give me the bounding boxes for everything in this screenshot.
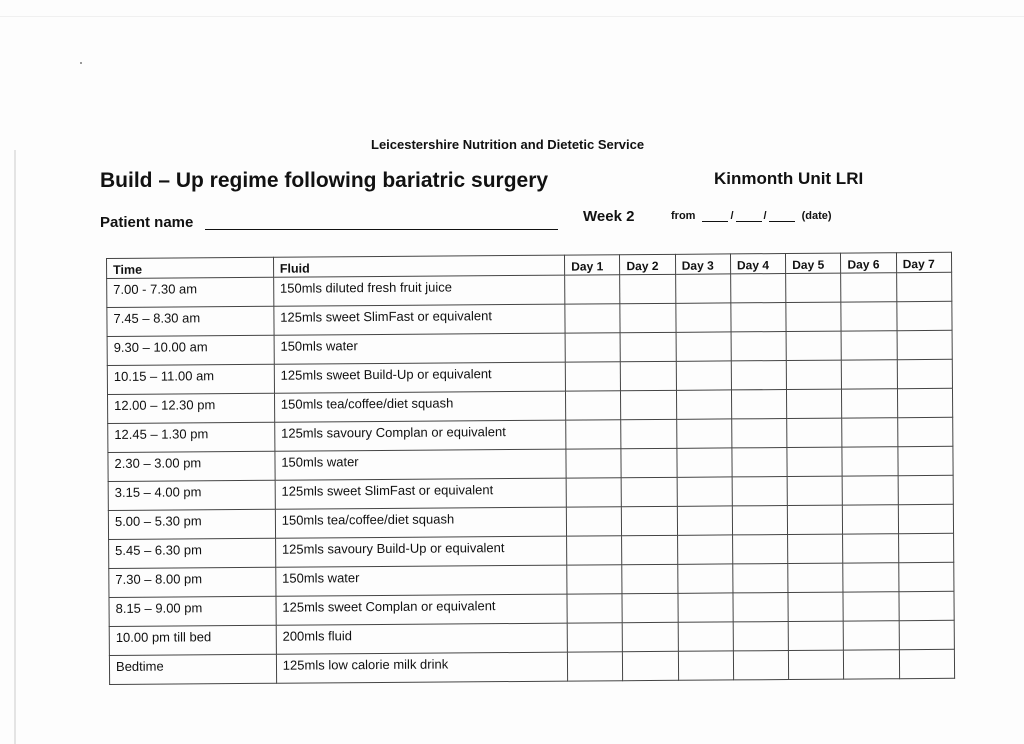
fluid-cell: 150mls water xyxy=(276,565,568,596)
date-separator: / xyxy=(763,210,767,222)
fluid-cell: 150mls tea/coffee/diet squash xyxy=(274,391,566,422)
day-checkbox-cell[interactable] xyxy=(843,505,898,534)
day-checkbox-cell[interactable] xyxy=(898,475,954,504)
day-checkbox-cell[interactable] xyxy=(678,622,733,651)
day-checkbox-cell[interactable] xyxy=(898,562,954,591)
day-checkbox-cell[interactable] xyxy=(731,390,786,419)
column-header-day: Day 1 xyxy=(565,255,620,275)
day-checkbox-cell[interactable] xyxy=(677,477,732,506)
time-cell: 8.15 – 9.00 pm xyxy=(109,596,276,626)
day-checkbox-cell[interactable] xyxy=(677,448,732,477)
day-checkbox-cell[interactable] xyxy=(897,359,953,388)
day-checkbox-cell[interactable] xyxy=(623,651,678,680)
day-checkbox-cell[interactable] xyxy=(733,593,788,622)
fluid-cell: 150mls water xyxy=(275,449,567,480)
day-checkbox-cell[interactable] xyxy=(841,331,896,360)
day-checkbox-cell[interactable] xyxy=(568,652,623,681)
day-checkbox-cell[interactable] xyxy=(731,332,786,361)
day-checkbox-cell[interactable] xyxy=(567,623,622,652)
day-checkbox-cell[interactable] xyxy=(786,360,841,389)
column-header-day: Day 3 xyxy=(675,254,730,274)
table-row xyxy=(109,649,954,684)
day-checkbox-cell[interactable] xyxy=(733,651,788,680)
day-checkbox-cell[interactable] xyxy=(732,506,787,535)
day-checkbox-cell[interactable] xyxy=(844,621,899,650)
day-checkbox-cell[interactable] xyxy=(566,507,621,536)
paper-fold-line xyxy=(0,16,1024,17)
column-header-day: Day 6 xyxy=(841,253,896,273)
time-cell: 5.45 – 6.30 pm xyxy=(109,538,276,568)
date-day-blank[interactable] xyxy=(702,212,728,222)
patient-name-field[interactable] xyxy=(205,229,558,230)
day-checkbox-cell[interactable] xyxy=(841,302,896,331)
day-checkbox-cell[interactable] xyxy=(787,476,842,505)
fluid-cell: 200mls fluid xyxy=(276,623,568,654)
day-checkbox-cell[interactable] xyxy=(731,361,786,390)
fluid-cell: 125mls sweet SlimFast or equivalent xyxy=(274,304,566,335)
week-label: Week 2 xyxy=(583,208,635,225)
document-title: Build – Up regime following bariatric surgery xyxy=(100,169,549,192)
day-checkbox-cell[interactable] xyxy=(621,390,676,419)
date-year-blank[interactable] xyxy=(769,212,795,222)
day-checkbox-cell[interactable] xyxy=(842,418,897,447)
day-checkbox-cell[interactable] xyxy=(620,274,675,303)
time-cell: 12.00 – 12.30 pm xyxy=(108,393,275,423)
day-checkbox-cell[interactable] xyxy=(622,535,677,564)
fluid-cell: 125mls savoury Complan or equivalent xyxy=(274,420,566,451)
day-checkbox-cell[interactable] xyxy=(843,476,898,505)
time-cell: 10.15 – 11.00 am xyxy=(107,364,274,394)
day-checkbox-cell[interactable] xyxy=(899,649,955,678)
fluid-cell: 150mls diluted fresh fruit juice xyxy=(273,275,565,306)
day-checkbox-cell[interactable] xyxy=(844,650,899,679)
column-header-day: Day 5 xyxy=(786,253,841,273)
day-checkbox-cell[interactable] xyxy=(731,274,786,303)
day-checkbox-cell[interactable] xyxy=(620,303,675,332)
date-range xyxy=(671,210,832,222)
day-checkbox-cell[interactable] xyxy=(622,593,677,622)
fluid-cell: 150mls water xyxy=(274,333,566,364)
from-label: from xyxy=(671,210,696,222)
day-checkbox-cell[interactable] xyxy=(843,563,898,592)
day-checkbox-cell[interactable] xyxy=(731,303,786,332)
patient-name-label: Patient name xyxy=(100,214,194,231)
column-header-fluid: Fluid xyxy=(273,255,565,277)
day-checkbox-cell[interactable] xyxy=(788,621,843,650)
day-checkbox-cell[interactable] xyxy=(567,565,622,594)
day-checkbox-cell[interactable] xyxy=(789,650,844,679)
day-checkbox-cell[interactable] xyxy=(787,505,842,534)
day-checkbox-cell[interactable] xyxy=(675,274,730,303)
time-cell: 7.00 - 7.30 am xyxy=(107,277,274,307)
regime-table xyxy=(106,252,955,685)
fluid-cell: 125mls sweet Complan or equivalent xyxy=(276,594,568,625)
day-checkbox-cell[interactable] xyxy=(623,622,678,651)
day-checkbox-cell[interactable] xyxy=(733,564,788,593)
fluid-cell: 125mls low calorie milk drink xyxy=(276,652,568,683)
fluid-cell: 150mls tea/coffee/diet squash xyxy=(275,507,567,538)
day-checkbox-cell[interactable] xyxy=(676,419,731,448)
day-checkbox-cell[interactable] xyxy=(565,362,620,391)
day-checkbox-cell[interactable] xyxy=(897,388,953,417)
day-checkbox-cell[interactable] xyxy=(841,273,896,302)
day-checkbox-cell[interactable] xyxy=(621,419,676,448)
day-checkbox-cell[interactable] xyxy=(787,418,842,447)
day-checkbox-cell[interactable] xyxy=(733,622,788,651)
day-checkbox-cell[interactable] xyxy=(566,420,621,449)
day-checkbox-cell[interactable] xyxy=(565,304,620,333)
day-checkbox-cell[interactable] xyxy=(566,391,621,420)
day-checkbox-cell[interactable] xyxy=(897,330,953,359)
day-checkbox-cell[interactable] xyxy=(565,333,620,362)
column-header-day: Day 7 xyxy=(896,252,951,272)
day-checkbox-cell[interactable] xyxy=(897,417,953,446)
day-checkbox-cell[interactable] xyxy=(899,591,955,620)
time-cell: 10.00 pm till bed xyxy=(109,625,276,655)
day-checkbox-cell[interactable] xyxy=(898,504,954,533)
column-header-time: Time xyxy=(107,257,274,278)
time-cell: 3.15 – 4.00 pm xyxy=(108,480,275,510)
day-checkbox-cell[interactable] xyxy=(732,419,787,448)
day-checkbox-cell[interactable] xyxy=(787,389,842,418)
time-cell: Bedtime xyxy=(109,654,276,684)
scan-speck xyxy=(80,62,82,64)
day-checkbox-cell[interactable] xyxy=(899,620,955,649)
day-checkbox-cell[interactable] xyxy=(566,449,621,478)
day-checkbox-cell[interactable] xyxy=(677,564,732,593)
day-checkbox-cell[interactable] xyxy=(843,534,898,563)
day-checkbox-cell[interactable] xyxy=(567,536,622,565)
fluid-cell: 125mls sweet Build-Up or equivalent xyxy=(274,362,566,393)
day-checkbox-cell[interactable] xyxy=(898,533,954,562)
day-checkbox-cell[interactable] xyxy=(896,301,952,330)
date-separator: / xyxy=(730,210,734,222)
day-checkbox-cell[interactable] xyxy=(622,564,677,593)
time-cell: 7.45 – 8.30 am xyxy=(107,306,274,336)
day-checkbox-cell[interactable] xyxy=(566,478,621,507)
column-header-day: Day 4 xyxy=(730,254,785,274)
column-header-day: Day 2 xyxy=(620,254,675,274)
time-cell: 12.45 – 1.30 pm xyxy=(108,422,275,452)
day-checkbox-cell[interactable] xyxy=(677,535,732,564)
day-checkbox-cell[interactable] xyxy=(787,447,842,476)
day-checkbox-cell[interactable] xyxy=(786,331,841,360)
fluid-cell: 125mls sweet SlimFast or equivalent xyxy=(275,478,567,509)
day-checkbox-cell[interactable] xyxy=(786,273,841,302)
day-checkbox-cell[interactable] xyxy=(788,592,843,621)
day-checkbox-cell[interactable] xyxy=(621,361,676,390)
day-checkbox-cell[interactable] xyxy=(676,332,731,361)
time-cell: 5.00 – 5.30 pm xyxy=(108,509,275,539)
table-body xyxy=(107,272,955,684)
day-checkbox-cell[interactable] xyxy=(842,447,897,476)
paper-edge-shadow xyxy=(14,150,16,744)
day-checkbox-cell[interactable] xyxy=(678,651,733,680)
day-checkbox-cell[interactable] xyxy=(732,448,787,477)
day-checkbox-cell[interactable] xyxy=(788,534,843,563)
time-cell: 2.30 – 3.00 pm xyxy=(108,451,275,481)
day-checkbox-cell[interactable] xyxy=(676,390,731,419)
date-month-blank[interactable] xyxy=(736,212,762,222)
day-checkbox-cell[interactable] xyxy=(842,389,897,418)
day-checkbox-cell[interactable] xyxy=(732,535,787,564)
day-checkbox-cell[interactable] xyxy=(677,506,732,535)
fluid-cell: 125mls savoury Build-Up or equivalent xyxy=(275,536,567,567)
day-checkbox-cell[interactable] xyxy=(843,592,898,621)
day-checkbox-cell[interactable] xyxy=(678,593,733,622)
day-checkbox-cell[interactable] xyxy=(788,563,843,592)
day-checkbox-cell[interactable] xyxy=(620,332,675,361)
day-checkbox-cell[interactable] xyxy=(896,272,952,301)
day-checkbox-cell[interactable] xyxy=(565,275,620,304)
day-checkbox-cell[interactable] xyxy=(898,446,954,475)
day-checkbox-cell[interactable] xyxy=(842,360,897,389)
regime-table-wrapper xyxy=(106,252,955,685)
day-checkbox-cell[interactable] xyxy=(621,448,676,477)
unit-name: Kinmonth Unit LRI xyxy=(714,169,864,188)
service-name: Leicestershire Nutrition and Dietetic Service xyxy=(371,137,645,152)
time-cell: 7.30 – 8.00 pm xyxy=(109,567,276,597)
day-checkbox-cell[interactable] xyxy=(676,361,731,390)
day-checkbox-cell[interactable] xyxy=(786,302,841,331)
day-checkbox-cell[interactable] xyxy=(567,594,622,623)
day-checkbox-cell[interactable] xyxy=(732,477,787,506)
date-label: (date) xyxy=(801,210,832,222)
day-checkbox-cell[interactable] xyxy=(676,303,731,332)
time-cell: 9.30 – 10.00 am xyxy=(107,335,274,365)
day-checkbox-cell[interactable] xyxy=(622,506,677,535)
day-checkbox-cell[interactable] xyxy=(622,477,677,506)
